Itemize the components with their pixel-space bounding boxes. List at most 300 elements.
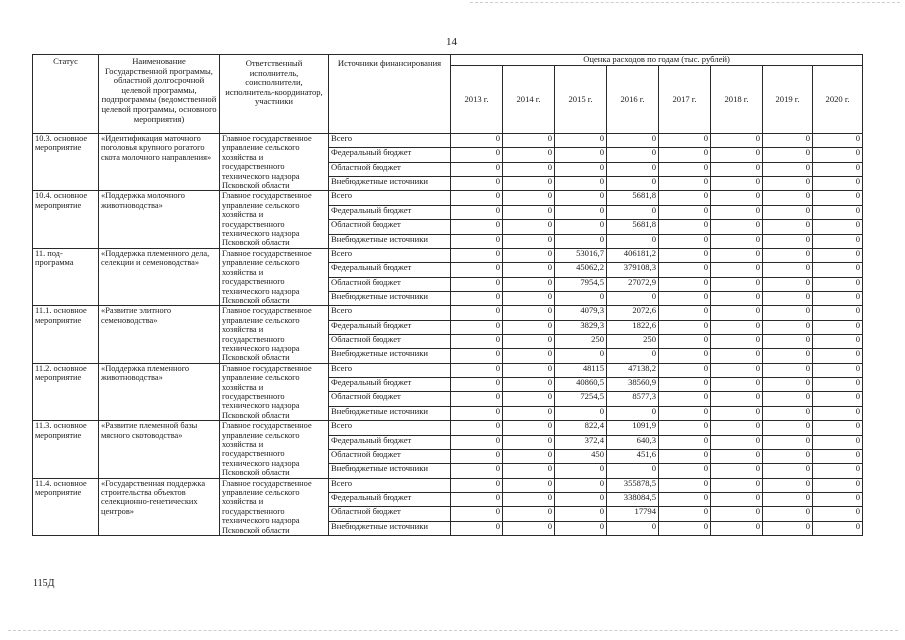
amount-cell: 0 [763, 291, 813, 305]
amount-cell: 0 [813, 464, 863, 478]
header-year: 2013 г. [451, 66, 503, 134]
funding-source-cell: Внебюджетные источники [329, 521, 451, 535]
amount-cell: 0 [503, 492, 555, 506]
status-cell: 11.2. основное мероприятие [33, 363, 99, 420]
amount-cell: 0 [607, 148, 659, 162]
amount-cell: 0 [503, 320, 555, 334]
amount-cell: 0 [503, 205, 555, 219]
amount-cell: 0 [711, 435, 763, 449]
amount-cell: 0 [711, 478, 763, 492]
amount-cell: 38560,9 [607, 378, 659, 392]
amount-cell: 0 [813, 378, 863, 392]
amount-cell: 0 [659, 234, 711, 248]
responsible-cell: Главное государственное управление сельского хозяйства и государственного технического надзора Псковской области [220, 421, 329, 478]
amount-cell: 4079,3 [555, 306, 607, 320]
scan-bottom-edge-line [8, 630, 898, 631]
amount-cell: 0 [763, 378, 813, 392]
amount-cell: 0 [711, 306, 763, 320]
amount-cell: 0 [607, 291, 659, 305]
amount-cell: 0 [763, 492, 813, 506]
amount-cell: 0 [711, 220, 763, 234]
status-cell: 10.3. основное мероприятие [33, 134, 99, 191]
amount-cell: 0 [451, 521, 503, 535]
amount-cell: 0 [503, 406, 555, 420]
program-name-cell: «Развитие племенной базы мясного скотоводства» [99, 421, 220, 478]
program-name-cell: «Поддержка молочного животноводства» [99, 191, 220, 248]
amount-cell: 822,4 [555, 421, 607, 435]
status-cell: 11. под-программа [33, 248, 99, 305]
amount-cell: 0 [813, 392, 863, 406]
amount-cell: 451,6 [607, 449, 659, 463]
budget-table [32, 54, 863, 536]
amount-cell: 0 [813, 406, 863, 420]
amount-cell: 0 [451, 220, 503, 234]
amount-cell: 0 [555, 478, 607, 492]
amount-cell: 0 [711, 449, 763, 463]
amount-cell: 0 [451, 363, 503, 377]
funding-source-cell: Федеральный бюджет [329, 435, 451, 449]
amount-cell: 0 [763, 421, 813, 435]
amount-cell: 0 [763, 349, 813, 363]
amount-cell: 0 [451, 435, 503, 449]
table-row [33, 363, 863, 377]
amount-cell: 0 [451, 263, 503, 277]
amount-cell: 0 [451, 177, 503, 191]
amount-cell: 0 [607, 406, 659, 420]
amount-cell: 0 [763, 507, 813, 521]
amount-cell: 0 [659, 248, 711, 262]
funding-source-cell: Всего [329, 478, 451, 492]
amount-cell: 0 [451, 378, 503, 392]
amount-cell: 0 [607, 464, 659, 478]
amount-cell: 0 [659, 435, 711, 449]
amount-cell: 0 [711, 248, 763, 262]
amount-cell: 0 [503, 220, 555, 234]
responsible-cell: Главное государственное управление сельского хозяйства и государственного технического надзора Псковской области [220, 478, 329, 535]
amount-cell: 0 [503, 464, 555, 478]
header-responsible: Ответственный исполнитель, соисполнители, исполнитель-координатор, участники [220, 55, 329, 134]
amount-cell: 0 [555, 134, 607, 148]
table-row [33, 421, 863, 435]
amount-cell: 0 [763, 464, 813, 478]
amount-cell: 0 [813, 220, 863, 234]
amount-cell: 0 [711, 291, 763, 305]
amount-cell: 0 [555, 191, 607, 205]
amount-cell: 0 [659, 205, 711, 219]
funding-source-cell: Всего [329, 134, 451, 148]
amount-cell: 0 [451, 464, 503, 478]
amount-cell: 0 [451, 320, 503, 334]
amount-cell: 0 [763, 205, 813, 219]
program-name-cell: «Государственная поддержка строительства объектов селекционно-генетических центров» [99, 478, 220, 535]
amount-cell: 0 [763, 191, 813, 205]
amount-cell: 45062,2 [555, 263, 607, 277]
amount-cell: 0 [503, 291, 555, 305]
funding-source-cell: Федеральный бюджет [329, 205, 451, 219]
amount-cell: 0 [813, 435, 863, 449]
amount-cell: 0 [763, 320, 813, 334]
funding-source-cell: Федеральный бюджет [329, 320, 451, 334]
amount-cell: 0 [503, 478, 555, 492]
funding-source-cell: Областной бюджет [329, 449, 451, 463]
amount-cell: 0 [607, 349, 659, 363]
amount-cell: 48115 [555, 363, 607, 377]
amount-cell: 0 [659, 378, 711, 392]
table-row [33, 134, 863, 148]
header-year: 2014 г. [503, 66, 555, 134]
amount-cell: 0 [659, 363, 711, 377]
amount-cell: 0 [763, 134, 813, 148]
amount-cell: 0 [711, 492, 763, 506]
amount-cell: 0 [763, 263, 813, 277]
funding-source-cell: Внебюджетные источники [329, 406, 451, 420]
amount-cell: 53016,7 [555, 248, 607, 262]
amount-cell: 372,4 [555, 435, 607, 449]
amount-cell: 0 [813, 363, 863, 377]
amount-cell: 0 [451, 134, 503, 148]
amount-cell: 0 [503, 435, 555, 449]
amount-cell: 0 [813, 335, 863, 349]
amount-cell: 0 [607, 234, 659, 248]
amount-cell: 0 [451, 306, 503, 320]
amount-cell: 0 [763, 148, 813, 162]
amount-cell: 0 [711, 521, 763, 535]
amount-cell: 0 [503, 392, 555, 406]
funding-source-cell: Внебюджетные источники [329, 234, 451, 248]
amount-cell: 7254,5 [555, 392, 607, 406]
amount-cell: 0 [503, 421, 555, 435]
amount-cell: 0 [555, 521, 607, 535]
amount-cell: 0 [555, 507, 607, 521]
header-year: 2015 г. [555, 66, 607, 134]
amount-cell: 0 [503, 449, 555, 463]
amount-cell: 0 [503, 349, 555, 363]
funding-source-cell: Внебюджетные источники [329, 349, 451, 363]
header-year: 2018 г. [711, 66, 763, 134]
amount-cell: 0 [555, 205, 607, 219]
table-row [33, 191, 863, 205]
amount-cell: 338084,5 [607, 492, 659, 506]
amount-cell: 7954,5 [555, 277, 607, 291]
amount-cell: 0 [659, 291, 711, 305]
amount-cell: 0 [451, 507, 503, 521]
table-row [33, 478, 863, 492]
amount-cell: 0 [659, 191, 711, 205]
amount-cell: 0 [555, 492, 607, 506]
funding-source-cell: Всего [329, 363, 451, 377]
amount-cell: 0 [763, 363, 813, 377]
amount-cell: 0 [711, 335, 763, 349]
document-code: 115Д [33, 578, 55, 589]
amount-cell: 0 [763, 435, 813, 449]
amount-cell: 0 [659, 148, 711, 162]
amount-cell: 0 [451, 449, 503, 463]
amount-cell: 0 [451, 335, 503, 349]
amount-cell: 0 [555, 162, 607, 176]
header-funding-source: Источники финансирования [329, 55, 451, 134]
amount-cell: 0 [813, 248, 863, 262]
amount-cell: 379108,3 [607, 263, 659, 277]
responsible-cell: Главное государственное управление сельского хозяйства и государственного технического надзора Псковской области [220, 134, 329, 191]
header-program-name: Наименование Государственной программы, областной долгосрочной целевой программы, подпрограммы (ведомственной целевой программы, основного мероприятия) [99, 55, 220, 134]
amount-cell: 0 [659, 220, 711, 234]
amount-cell: 0 [555, 464, 607, 478]
amount-cell: 355878,5 [607, 478, 659, 492]
amount-cell: 0 [711, 464, 763, 478]
amount-cell: 0 [555, 220, 607, 234]
amount-cell: 0 [659, 335, 711, 349]
amount-cell: 0 [503, 148, 555, 162]
amount-cell: 0 [763, 220, 813, 234]
program-name-cell: «Идентификация маточного поголовья крупного рогатого скота молочного направления» [99, 134, 220, 191]
amount-cell: 0 [503, 521, 555, 535]
responsible-cell: Главное государственное управление сельского хозяйства и государственного технического надзора Псковской области [220, 306, 329, 363]
funding-source-cell: Областной бюджет [329, 220, 451, 234]
funding-source-cell: Федеральный бюджет [329, 263, 451, 277]
amount-cell: 0 [711, 177, 763, 191]
amount-cell: 0 [813, 306, 863, 320]
amount-cell: 47138,2 [607, 363, 659, 377]
table-row [33, 306, 863, 320]
amount-cell: 0 [451, 406, 503, 420]
amount-cell: 0 [763, 406, 813, 420]
amount-cell: 0 [451, 248, 503, 262]
amount-cell: 0 [711, 406, 763, 420]
amount-cell: 0 [607, 177, 659, 191]
funding-source-cell: Федеральный бюджет [329, 492, 451, 506]
amount-cell: 0 [711, 320, 763, 334]
amount-cell: 0 [503, 263, 555, 277]
amount-cell: 0 [763, 234, 813, 248]
amount-cell: 0 [659, 277, 711, 291]
amount-cell: 0 [813, 449, 863, 463]
scan-top-edge-line [470, 2, 900, 3]
amount-cell: 0 [763, 449, 813, 463]
funding-source-cell: Внебюджетные источники [329, 464, 451, 478]
amount-cell: 0 [503, 177, 555, 191]
amount-cell: 0 [711, 392, 763, 406]
amount-cell: 0 [555, 349, 607, 363]
amount-cell: 0 [451, 291, 503, 305]
amount-cell: 0 [503, 134, 555, 148]
amount-cell: 0 [711, 148, 763, 162]
amount-cell: 0 [607, 205, 659, 219]
amount-cell: 0 [711, 263, 763, 277]
amount-cell: 0 [711, 234, 763, 248]
funding-source-cell: Внебюджетные источники [329, 291, 451, 305]
funding-source-cell: Всего [329, 421, 451, 435]
amount-cell: 0 [763, 521, 813, 535]
amount-cell: 0 [711, 363, 763, 377]
amount-cell: 0 [555, 406, 607, 420]
header-year: 2017 г. [659, 66, 711, 134]
header-year: 2020 г. [813, 66, 863, 134]
amount-cell: 0 [659, 521, 711, 535]
amount-cell: 0 [451, 162, 503, 176]
amount-cell: 0 [659, 478, 711, 492]
status-cell: 11.4. основное мероприятие [33, 478, 99, 535]
amount-cell: 2072,6 [607, 306, 659, 320]
funding-source-cell: Федеральный бюджет [329, 378, 451, 392]
amount-cell: 0 [503, 335, 555, 349]
amount-cell: 0 [813, 162, 863, 176]
amount-cell: 0 [763, 177, 813, 191]
amount-cell: 0 [659, 320, 711, 334]
amount-cell: 0 [659, 406, 711, 420]
amount-cell: 0 [451, 191, 503, 205]
amount-cell: 0 [503, 191, 555, 205]
status-cell: 11.3. основное мероприятие [33, 421, 99, 478]
amount-cell: 0 [555, 148, 607, 162]
amount-cell: 0 [659, 162, 711, 176]
amount-cell: 0 [451, 234, 503, 248]
amount-cell: 0 [813, 234, 863, 248]
amount-cell: 1822,6 [607, 320, 659, 334]
amount-cell: 0 [711, 134, 763, 148]
program-name-cell: «Поддержка племенного животноводства» [99, 363, 220, 420]
amount-cell: 0 [659, 492, 711, 506]
amount-cell: 0 [451, 148, 503, 162]
amount-cell: 0 [659, 392, 711, 406]
amount-cell: 0 [451, 349, 503, 363]
funding-source-cell: Областной бюджет [329, 392, 451, 406]
amount-cell: 0 [813, 507, 863, 521]
amount-cell: 0 [659, 263, 711, 277]
funding-source-cell: Всего [329, 191, 451, 205]
amount-cell: 0 [503, 507, 555, 521]
amount-cell: 0 [503, 162, 555, 176]
amount-cell: 0 [659, 507, 711, 521]
amount-cell: 0 [503, 248, 555, 262]
header-status: Статус [33, 55, 99, 134]
amount-cell: 406181,2 [607, 248, 659, 262]
amount-cell: 0 [659, 464, 711, 478]
funding-source-cell: Областной бюджет [329, 162, 451, 176]
amount-cell: 0 [503, 378, 555, 392]
amount-cell: 0 [763, 306, 813, 320]
amount-cell: 5681,8 [607, 191, 659, 205]
amount-cell: 0 [659, 177, 711, 191]
funding-source-cell: Областной бюджет [329, 507, 451, 521]
amount-cell: 5681,8 [607, 220, 659, 234]
funding-source-cell: Федеральный бюджет [329, 148, 451, 162]
amount-cell: 0 [503, 363, 555, 377]
program-name-cell: «Развитие элитного семеноводства» [99, 306, 220, 363]
amount-cell: 0 [607, 521, 659, 535]
header-expense-estimate: Оценка расходов по годам (тыс. рублей) [451, 55, 863, 66]
amount-cell: 640,3 [607, 435, 659, 449]
amount-cell: 0 [711, 378, 763, 392]
page-number: 14 [446, 36, 457, 48]
amount-cell: 0 [503, 277, 555, 291]
funding-source-cell: Областной бюджет [329, 335, 451, 349]
amount-cell: 0 [711, 277, 763, 291]
amount-cell: 0 [555, 177, 607, 191]
amount-cell: 0 [607, 162, 659, 176]
amount-cell: 0 [451, 478, 503, 492]
amount-cell: 0 [813, 521, 863, 535]
amount-cell: 0 [451, 492, 503, 506]
funding-source-cell: Областной бюджет [329, 277, 451, 291]
amount-cell: 0 [813, 177, 863, 191]
amount-cell: 250 [607, 335, 659, 349]
amount-cell: 0 [451, 205, 503, 219]
amount-cell: 0 [555, 234, 607, 248]
amount-cell: 0 [555, 291, 607, 305]
amount-cell: 0 [659, 306, 711, 320]
amount-cell: 0 [813, 191, 863, 205]
amount-cell: 0 [451, 421, 503, 435]
amount-cell: 0 [659, 349, 711, 363]
table-row [33, 248, 863, 262]
amount-cell: 0 [659, 449, 711, 463]
amount-cell: 0 [763, 392, 813, 406]
status-cell: 11.1. основное мероприятие [33, 306, 99, 363]
amount-cell: 0 [711, 191, 763, 205]
amount-cell: 0 [503, 306, 555, 320]
amount-cell: 0 [763, 248, 813, 262]
funding-source-cell: Внебюджетные источники [329, 177, 451, 191]
amount-cell: 1091,9 [607, 421, 659, 435]
responsible-cell: Главное государственное управление сельского хозяйства и государственного технического надзора Псковской области [220, 191, 329, 248]
amount-cell: 0 [763, 335, 813, 349]
amount-cell: 0 [813, 320, 863, 334]
amount-cell: 0 [813, 349, 863, 363]
amount-cell: 250 [555, 335, 607, 349]
amount-cell: 0 [711, 421, 763, 435]
amount-cell: 0 [659, 134, 711, 148]
amount-cell: 0 [813, 421, 863, 435]
amount-cell: 0 [763, 162, 813, 176]
header-year: 2019 г. [763, 66, 813, 134]
amount-cell: 0 [813, 134, 863, 148]
amount-cell: 0 [503, 234, 555, 248]
amount-cell: 0 [451, 277, 503, 291]
program-name-cell: «Поддержка племенного дела, селекции и семеноводства» [99, 248, 220, 305]
amount-cell: 450 [555, 449, 607, 463]
amount-cell: 0 [711, 162, 763, 176]
amount-cell: 0 [711, 507, 763, 521]
amount-cell: 0 [813, 263, 863, 277]
amount-cell: 17794 [607, 507, 659, 521]
table-header [33, 55, 863, 134]
amount-cell: 0 [711, 349, 763, 363]
amount-cell: 0 [813, 205, 863, 219]
amount-cell: 3829,3 [555, 320, 607, 334]
responsible-cell: Главное государственное управление сельского хозяйства и государственного технического надзора Псковской области [220, 248, 329, 305]
funding-source-cell: Всего [329, 248, 451, 262]
status-cell: 10.4. основное мероприятие [33, 191, 99, 248]
amount-cell: 0 [813, 478, 863, 492]
amount-cell: 0 [659, 421, 711, 435]
amount-cell: 8577,3 [607, 392, 659, 406]
amount-cell: 27072,9 [607, 277, 659, 291]
amount-cell: 0 [607, 134, 659, 148]
amount-cell: 0 [813, 492, 863, 506]
header-year: 2016 г. [607, 66, 659, 134]
amount-cell: 0 [813, 291, 863, 305]
amount-cell: 0 [813, 148, 863, 162]
amount-cell: 40860,5 [555, 378, 607, 392]
amount-cell: 0 [711, 205, 763, 219]
amount-cell: 0 [813, 277, 863, 291]
responsible-cell: Главное государственное управление сельского хозяйства и государственного технического надзора Псковской области [220, 363, 329, 420]
amount-cell: 0 [763, 277, 813, 291]
amount-cell: 0 [763, 478, 813, 492]
funding-source-cell: Всего [329, 306, 451, 320]
amount-cell: 0 [451, 392, 503, 406]
table-body [33, 134, 863, 536]
